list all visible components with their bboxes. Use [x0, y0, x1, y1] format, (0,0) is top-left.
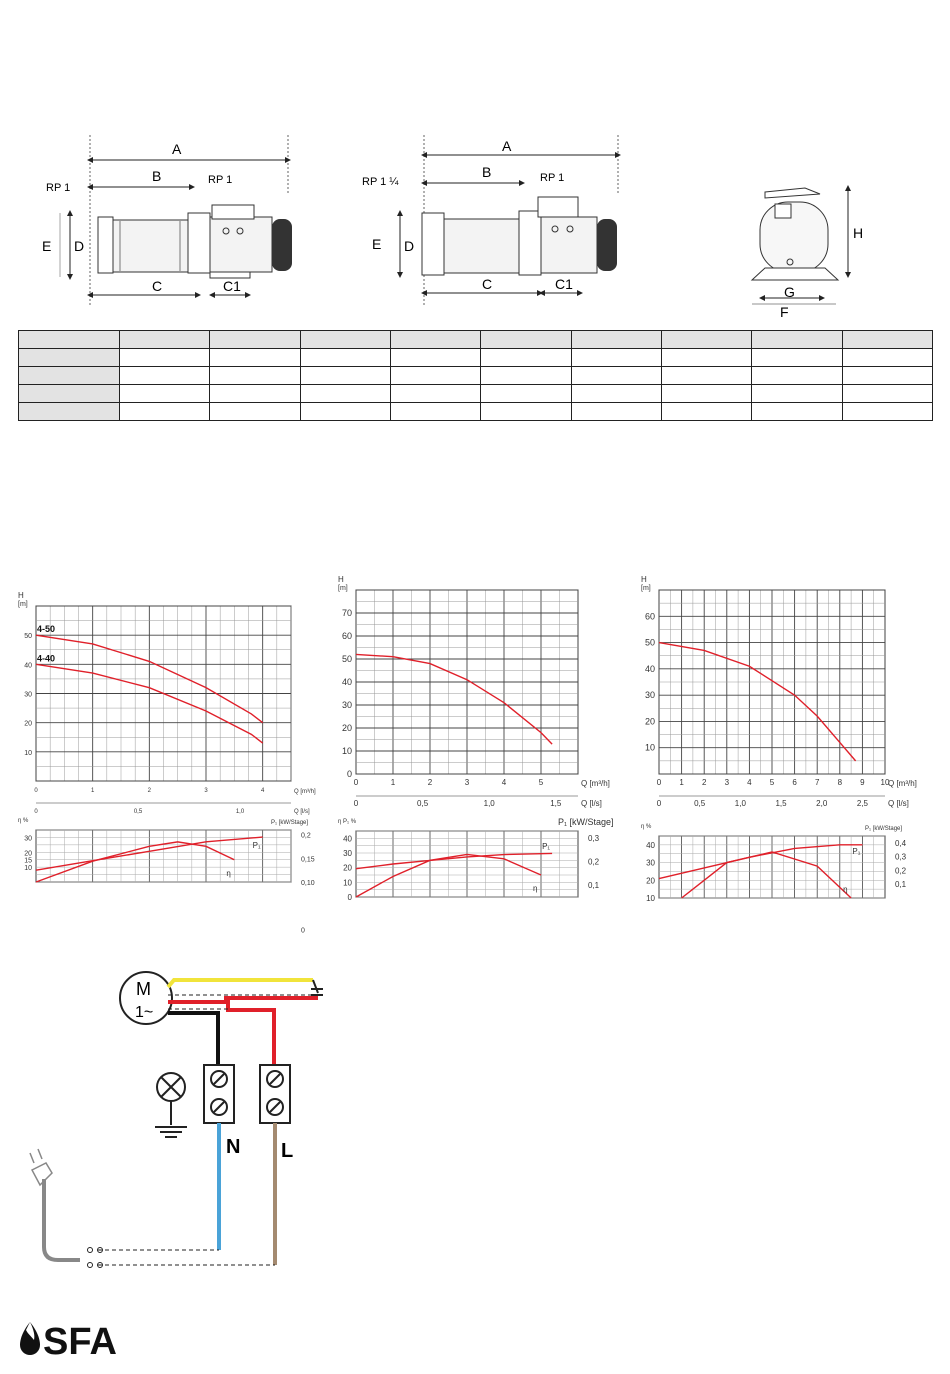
x-tick-label: 4	[501, 778, 507, 787]
y-tick-label: 40	[644, 663, 655, 674]
dim-e-label: E	[42, 238, 52, 254]
y-tick-label: 10	[341, 746, 352, 756]
pump-drawing-front	[740, 180, 880, 320]
x-axis-label: Q [m³/h]	[888, 779, 917, 788]
dim-h-label: H	[853, 225, 864, 241]
terminal-l-label: L	[281, 1140, 294, 1162]
inlet-label: RP 1 ¼	[362, 176, 399, 188]
dim-f-label: F	[780, 304, 789, 320]
table-cell	[390, 331, 480, 349]
table-cell	[842, 349, 932, 367]
table-cell	[120, 385, 210, 403]
table-cell	[842, 385, 932, 403]
table-cell	[481, 403, 571, 421]
p1-axis-label: P₁ [kW/Stage]	[271, 820, 309, 826]
motor-phase-label: 1~	[135, 1004, 154, 1021]
eta-tick-label: 20	[343, 863, 352, 873]
x-tick-label: 9	[860, 778, 865, 787]
table-row	[19, 403, 933, 421]
table-cell	[390, 349, 480, 367]
eta-tick-label: 30	[24, 835, 32, 843]
x-tick-label: 10	[880, 778, 890, 787]
dim-d-label: D	[74, 238, 85, 254]
p1-tick-label: 0,2	[895, 866, 907, 876]
x-axis-label: Q [m³/h]	[294, 789, 316, 795]
table-cell	[752, 367, 842, 385]
table-cell	[842, 367, 932, 385]
table-cell	[300, 403, 390, 421]
y-tick-label: 50	[341, 654, 352, 664]
dimension-table	[18, 330, 933, 421]
table-cell	[19, 367, 120, 385]
performance-chart-3	[641, 575, 942, 908]
table-cell	[571, 349, 661, 367]
x2-tick-label: 0	[34, 809, 38, 815]
dim-d-label: D	[404, 238, 415, 254]
x-tick-label: 8	[837, 778, 843, 787]
wiring-diagram	[18, 965, 338, 1275]
table-cell	[210, 331, 300, 349]
y-tick-label: 10	[644, 742, 655, 753]
eta-curve-label: η	[843, 885, 848, 894]
y-tick-label: 40	[24, 662, 32, 670]
eta-tick-label: 10	[24, 865, 32, 873]
x-tick-label: 4	[260, 788, 265, 794]
p1-tick-label: 0,2	[301, 832, 311, 840]
x-tick-label: 7	[814, 778, 820, 787]
eta-tick-label: 20	[24, 850, 32, 858]
table-cell	[390, 385, 480, 403]
p1-axis-label: P₁ [kW/Stage]	[865, 826, 903, 832]
brand-logo	[18, 1318, 138, 1363]
x-tick-label: 1	[90, 788, 95, 794]
y-tick-label: 20	[341, 723, 352, 733]
y-axis-unit: [m]	[18, 601, 28, 608]
eta-tick-label: 40	[343, 834, 352, 844]
table-row	[19, 331, 933, 349]
eta-tick-label: 40	[646, 840, 655, 850]
eta-tick-label: 30	[343, 849, 352, 858]
y-tick-label: 70	[341, 608, 352, 618]
y-tick-label: 30	[24, 691, 32, 699]
x2-tick-label: 2,5	[856, 799, 868, 808]
dim-b-label: B	[152, 168, 162, 184]
y-tick-label: 20	[644, 716, 655, 727]
y-tick-label: 50	[24, 633, 32, 641]
y-axis-unit: [m]	[338, 585, 348, 592]
x-tick-label: 5	[769, 778, 775, 787]
x-tick-label: 1	[679, 778, 684, 787]
dim-c-label: C	[482, 276, 493, 292]
p1-tick-label: 0,4	[895, 838, 907, 848]
y-tick-label: 60	[644, 611, 655, 622]
x-tick-label: 5	[538, 778, 544, 787]
x2-tick-label: 1,5	[550, 799, 562, 808]
table-cell	[300, 331, 390, 349]
table-cell	[571, 367, 661, 385]
x2-tick-label: 1,0	[235, 809, 245, 815]
x-tick-label: 3	[204, 788, 208, 794]
eta-tick-label: 30	[646, 858, 655, 868]
x2-tick-label: 0	[656, 799, 662, 808]
x2-tick-label: 0	[353, 799, 359, 808]
table-cell	[120, 349, 210, 367]
eta-tick-label: 15	[24, 857, 32, 865]
x-tick-label: 0	[34, 788, 38, 794]
x2-axis-label: Q [l/s]	[581, 799, 602, 808]
p1-tick-label: 0,15	[301, 856, 315, 864]
table-cell	[842, 403, 932, 421]
x-tick-label: 0	[656, 778, 662, 787]
eta-curve-label: η	[533, 884, 538, 893]
table-cell	[120, 331, 210, 349]
y-axis-unit: [m]	[641, 585, 651, 592]
table-row	[19, 349, 933, 367]
eta-axis-label: η P₁ %	[338, 819, 357, 825]
terminal-n-label: N	[226, 1136, 241, 1158]
table-cell	[752, 349, 842, 367]
table-cell	[752, 403, 842, 421]
p1-tick-label: 0,1	[588, 881, 600, 891]
table-cell	[210, 367, 300, 385]
table-cell	[481, 367, 571, 385]
outlet-label: RP 1	[208, 174, 233, 186]
x2-tick-label: 0,5	[133, 809, 143, 815]
motor-label: M	[136, 979, 151, 999]
x-tick-label: 3	[724, 778, 730, 787]
table-cell	[571, 331, 661, 349]
dim-a-label: A	[502, 138, 512, 154]
series-label: 4-40	[37, 653, 56, 664]
outlet-label: RP 1	[540, 172, 565, 184]
y-axis-label: H	[641, 575, 647, 584]
table-cell	[300, 349, 390, 367]
x-axis-label: Q [m³/h]	[581, 779, 610, 788]
eta-tick-label: 10	[646, 894, 655, 903]
y-tick-label: 50	[644, 637, 655, 648]
p1-tick-label: 0,10	[301, 880, 315, 887]
table-cell	[120, 403, 210, 421]
y-tick-label: 10	[24, 749, 32, 757]
table-cell	[481, 331, 571, 349]
table-cell	[571, 385, 661, 403]
table-cell	[300, 385, 390, 403]
table-cell	[661, 367, 751, 385]
table-cell	[210, 349, 300, 367]
table-cell	[300, 367, 390, 385]
p1-curve-label: P₁	[852, 847, 861, 856]
dim-e-label: E	[372, 236, 382, 252]
series-label: 4-50	[37, 624, 56, 635]
p1-tick-label: 0	[301, 927, 305, 935]
y-tick-label: 20	[24, 720, 32, 728]
brand-name: SFA	[43, 1321, 117, 1363]
dim-c-label: C	[152, 278, 163, 294]
table-cell	[390, 367, 480, 385]
x-tick-label: 2	[701, 778, 707, 787]
table-cell	[19, 403, 120, 421]
table-row	[19, 367, 933, 385]
x2-axis-label: Q [l/s]	[888, 799, 909, 808]
dim-b-label: B	[482, 164, 492, 180]
x2-axis-label: Q [l/s]	[294, 809, 310, 815]
eta-tick-label: 10	[343, 878, 352, 888]
y-tick-label: 30	[341, 700, 352, 710]
x2-tick-label: 2,0	[816, 799, 828, 808]
table-cell	[752, 331, 842, 349]
table-cell	[481, 385, 571, 403]
table-cell	[210, 385, 300, 403]
table-cell	[120, 367, 210, 385]
x-tick-label: 6	[792, 778, 797, 787]
performance-chart-2	[328, 575, 638, 908]
performance-chart-1	[14, 578, 316, 935]
table-cell	[661, 349, 751, 367]
p1-tick-label: 0,3	[588, 834, 600, 844]
eta-tick-label: 0	[347, 893, 352, 902]
table-row	[19, 385, 933, 403]
table-cell	[661, 403, 751, 421]
inlet-label: RP 1	[46, 182, 71, 194]
dim-g-label: G	[784, 284, 795, 300]
pump-drawing-left	[40, 125, 310, 310]
x-tick-label: 2	[147, 788, 152, 794]
table-cell	[571, 403, 661, 421]
x2-tick-label: 1,0	[734, 799, 746, 808]
table-cell	[661, 331, 751, 349]
dim-c1-label: C1	[555, 276, 573, 292]
p1-tick-label: 0,2	[588, 857, 600, 867]
x-tick-label: 2	[427, 778, 433, 787]
x2-tick-label: 0,5	[417, 799, 429, 808]
table-cell	[19, 385, 120, 403]
y-axis-label: H	[338, 575, 344, 584]
p1-axis-label: P₁ [kW/Stage]	[558, 817, 614, 827]
eta-axis-label: η %	[18, 818, 29, 824]
p1-tick-label: 0,3	[895, 852, 907, 862]
y-tick-label: 40	[341, 677, 352, 687]
table-cell	[481, 349, 571, 367]
dim-c1-label: C1	[223, 278, 241, 294]
dim-a-label: A	[172, 141, 182, 157]
p1-curve-label: P₁	[542, 842, 551, 851]
table-cell	[19, 331, 120, 349]
x-tick-label: 4	[747, 778, 752, 787]
table-cell	[210, 403, 300, 421]
eta-tick-label: 20	[646, 876, 655, 886]
table-cell	[390, 403, 480, 421]
x-tick-label: 1	[390, 778, 396, 787]
x2-tick-label: 1,0	[483, 799, 495, 808]
table-cell	[19, 349, 120, 367]
x-tick-label: 3	[464, 778, 470, 787]
table-cell	[661, 385, 751, 403]
p1-tick-label: 0,1	[895, 880, 907, 890]
x2-tick-label: 0,5	[694, 799, 706, 808]
pump-drawing-middle	[360, 125, 635, 310]
y-tick-label: 0	[346, 769, 352, 779]
x2-tick-label: 1,5	[775, 799, 787, 808]
y-tick-label: 30	[644, 690, 655, 701]
p1-curve-label: P₁	[252, 841, 261, 850]
table-cell	[752, 385, 842, 403]
eta-curve-label: η	[226, 869, 231, 878]
eta-axis-label: η %	[641, 824, 652, 830]
table-cell	[842, 331, 932, 349]
y-tick-label: 60	[341, 631, 352, 641]
x-tick-label: 0	[353, 778, 359, 787]
y-axis-label: H	[18, 591, 24, 600]
